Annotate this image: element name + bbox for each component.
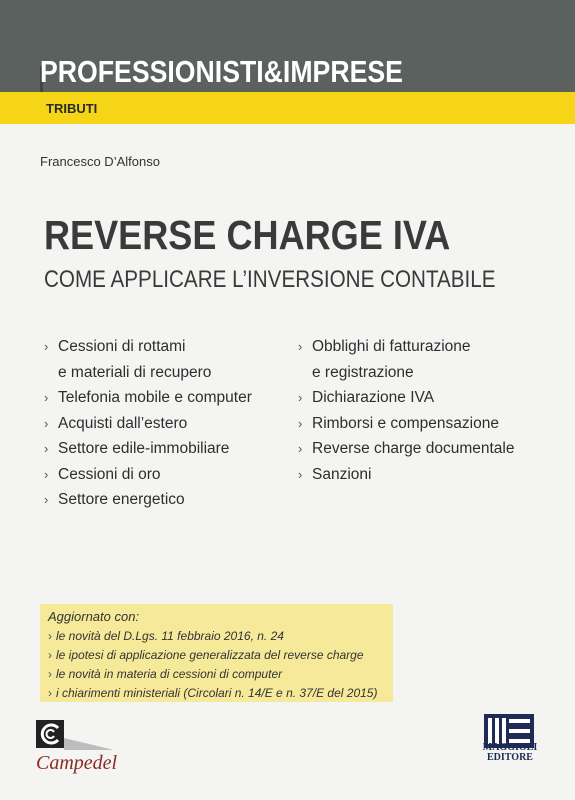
- update-item-text: le novità in materia di cessioni di computer: [56, 667, 283, 681]
- update-item-text: i chiarimenti ministeriali (Circolari n. 14/E e n. 37/E del 2015): [56, 686, 378, 700]
- update-item: [48, 665, 377, 684]
- book-title: REVERSE CHARGE IVA: [44, 212, 451, 258]
- update-item: [48, 646, 377, 665]
- topic-item: [298, 436, 514, 462]
- topic-line: e registrazione: [312, 363, 414, 381]
- category-label: TRIBUTI: [46, 101, 98, 116]
- chevron-right-icon: ›: [44, 415, 49, 431]
- topic-line: Cessioni di rottami: [58, 338, 186, 355]
- topic-item: [44, 385, 252, 411]
- topic-item: [44, 462, 252, 488]
- chevron-right-icon: ›: [44, 390, 49, 405]
- chevron-right-icon: ›: [44, 492, 49, 507]
- topics-list-left: [44, 334, 252, 513]
- update-list: [48, 627, 377, 703]
- publisher-line1: MAGGIOLI: [482, 742, 538, 753]
- topic-line: Reverse charge documentale: [312, 440, 515, 457]
- publisher-line2: EDITORE: [487, 752, 533, 763]
- topic-line: Rimborsi e compensazione: [312, 414, 499, 432]
- topic-line: Telefonia mobile e computer: [58, 389, 252, 406]
- chevron-right-icon: ›: [298, 415, 303, 431]
- chevron-right-icon: ›: [298, 466, 303, 482]
- topic-line: Acquisti dall’estero: [58, 414, 188, 432]
- update-heading: Aggiornato con:: [48, 609, 140, 624]
- topic-line: e materiali di recupero: [58, 363, 212, 381]
- author-name: Francesco D’Alfonso: [40, 154, 160, 169]
- book-subtitle: COME APPLICARE L’INVERSIONE CONTABILE: [44, 266, 496, 293]
- chevron-right-icon: ›: [298, 339, 303, 354]
- update-item: [48, 684, 377, 703]
- publisher-name: [478, 743, 542, 763]
- topic-item: [298, 411, 514, 437]
- chevron-right-icon: ›: [48, 667, 52, 681]
- update-item-text: le novità del D.Lgs. 11 febbraio 2016, n. 24: [56, 629, 284, 643]
- chevron-right-icon: ›: [298, 441, 303, 456]
- topic-item: [44, 334, 252, 385]
- topic-line: Cessioni di oro: [58, 465, 161, 483]
- topic-item: [44, 487, 252, 513]
- update-item: [48, 627, 377, 646]
- campedel-name: Campedel: [36, 752, 118, 774]
- topic-line: Dichiarazione IVA: [312, 389, 435, 406]
- chevron-right-icon: ›: [44, 466, 49, 482]
- chevron-right-icon: ›: [48, 648, 52, 662]
- chevron-right-icon: ›: [48, 686, 52, 700]
- series-title: PROFESSIONISTI&IMPRESE: [40, 54, 403, 89]
- chevron-right-icon: ›: [44, 441, 49, 456]
- topic-item: [298, 462, 514, 488]
- topic-item: [44, 436, 252, 462]
- update-item-text: le ipotesi di applicazione generalizzata del reverse charge: [56, 648, 364, 662]
- update-box: [40, 604, 393, 702]
- topic-item: [44, 411, 252, 437]
- topic-line: Sanzioni: [312, 465, 372, 483]
- chevron-right-icon: ›: [48, 629, 52, 643]
- chevron-right-icon: ›: [44, 339, 49, 354]
- chevron-right-icon: ›: [298, 390, 303, 405]
- topic-line: Settore edile-immobiliare: [58, 440, 230, 457]
- topic-item: [298, 334, 514, 385]
- topic-item: [298, 385, 514, 411]
- topics-list-right: [298, 334, 514, 487]
- topic-line: Obblighi di fatturazione: [312, 338, 471, 355]
- topic-line: Settore energetico: [58, 491, 185, 508]
